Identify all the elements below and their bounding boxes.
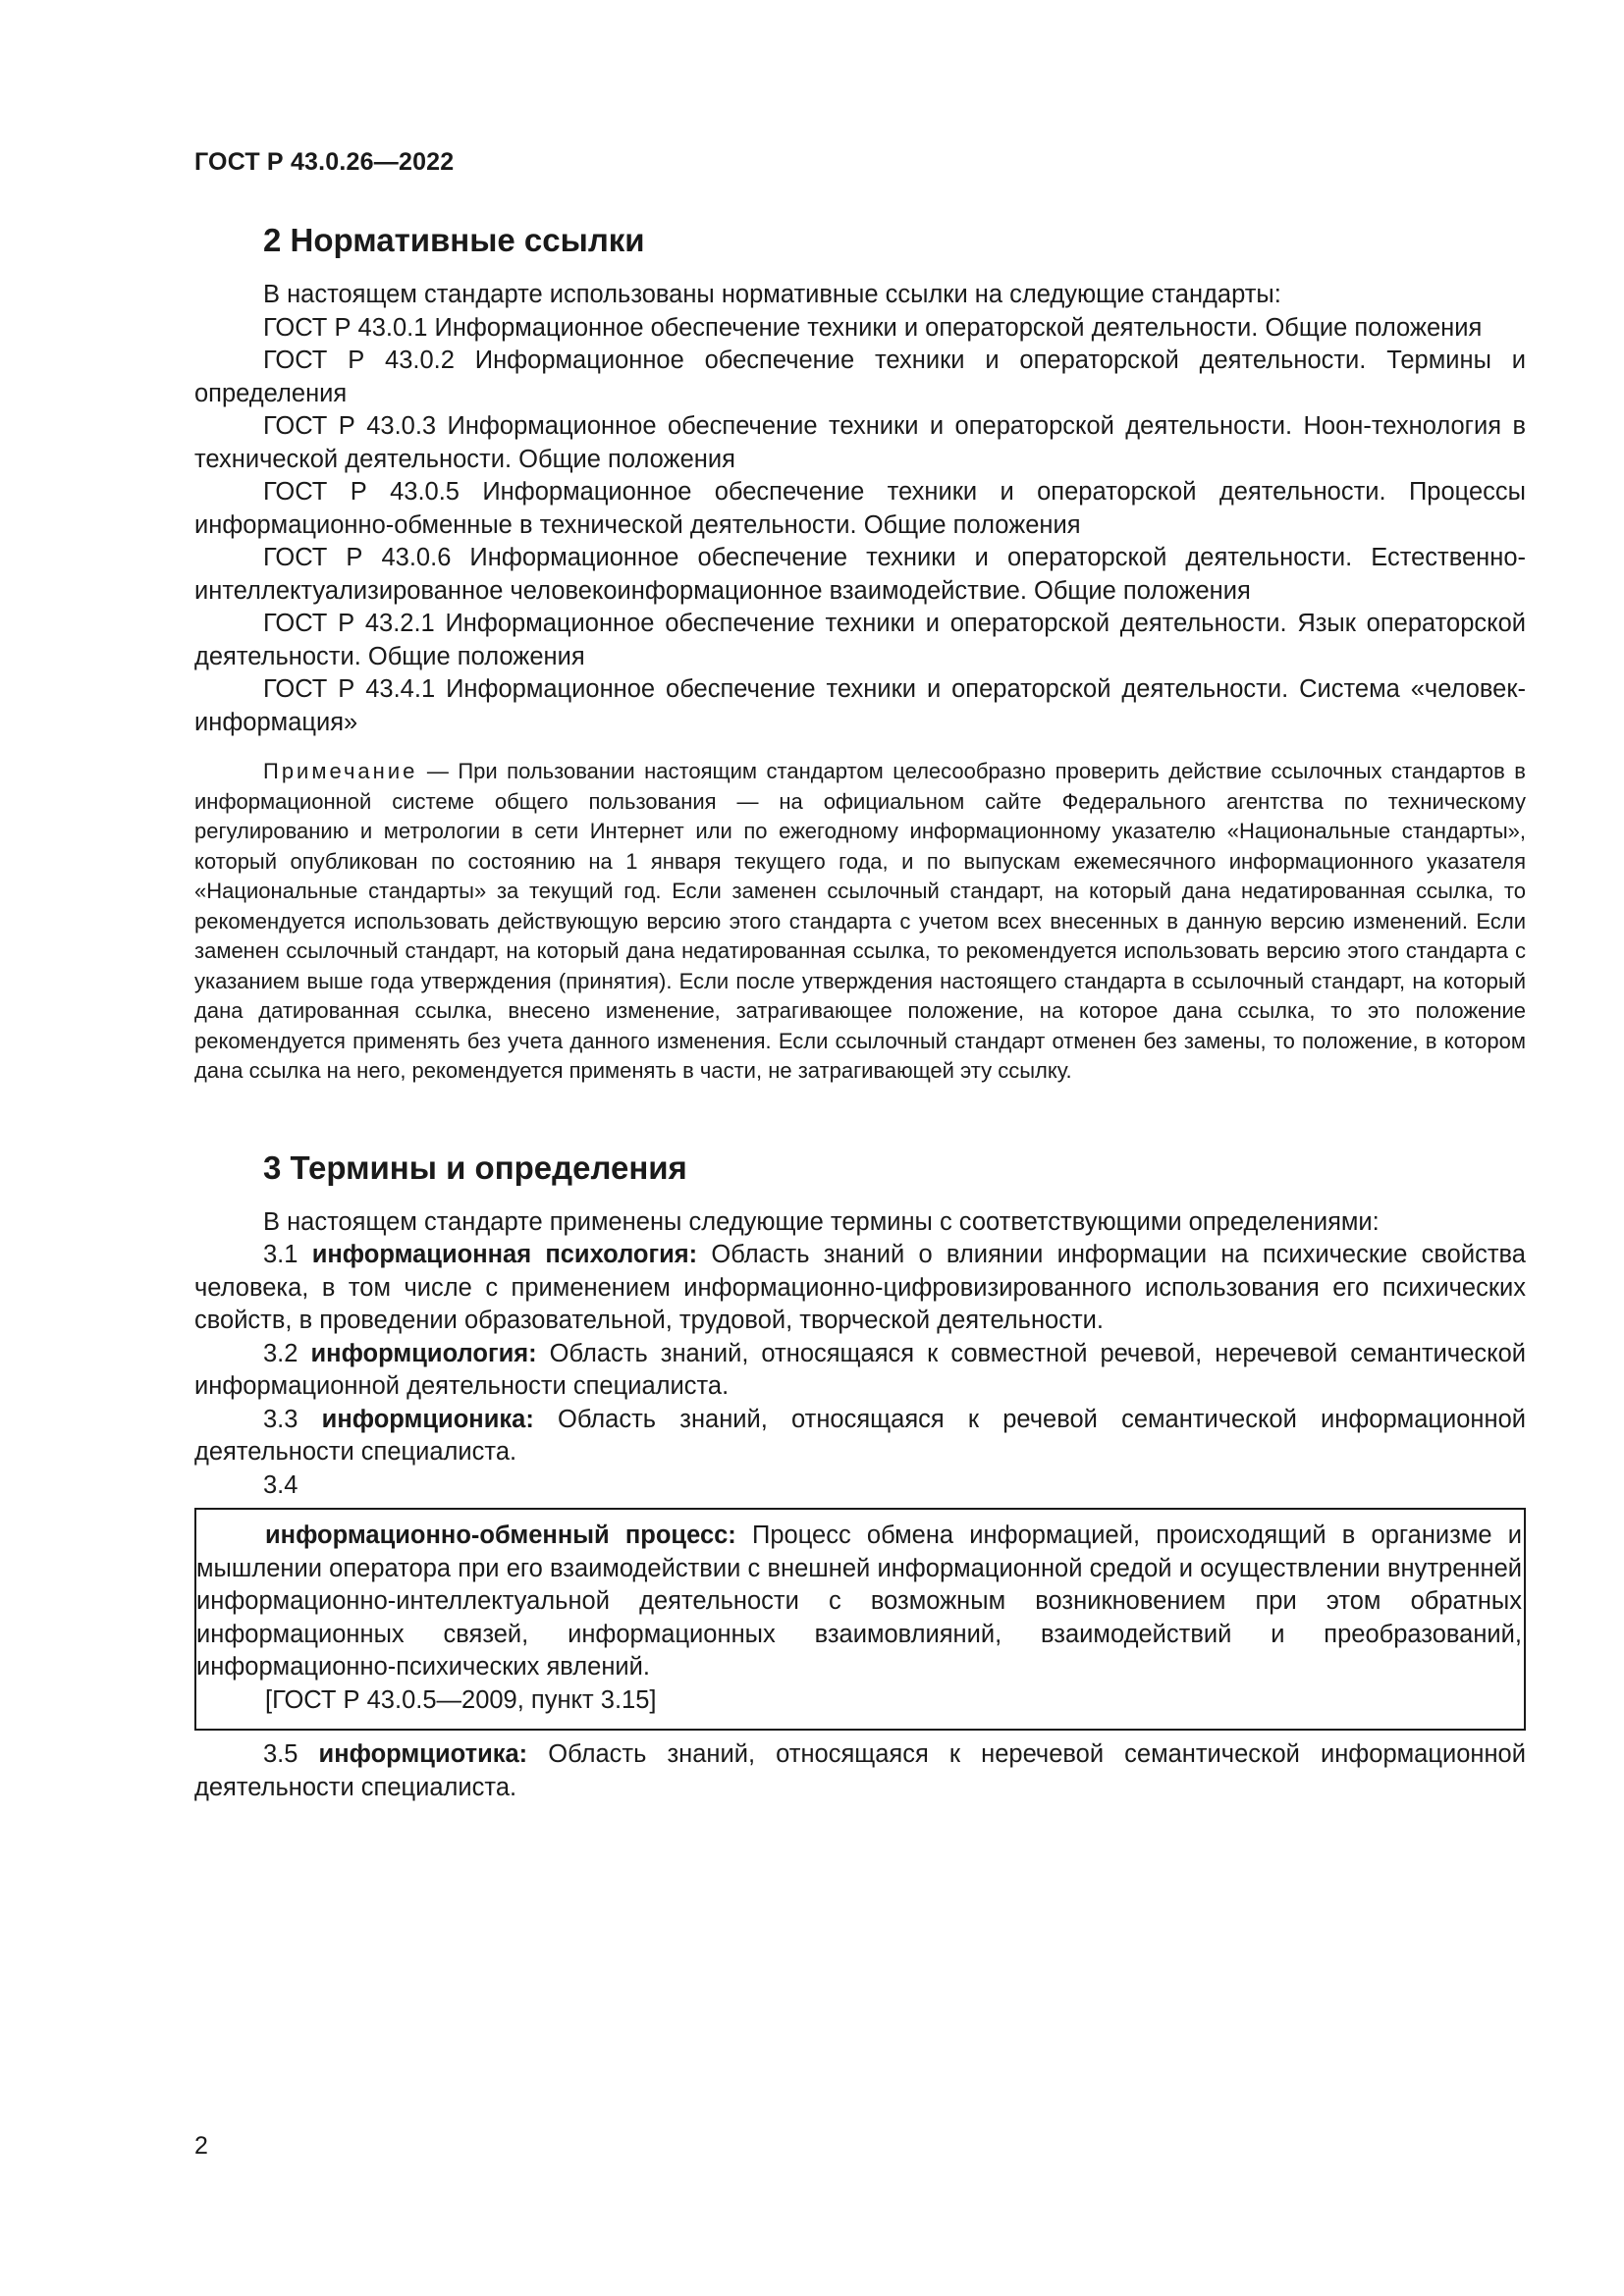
reference-item: ГОСТ Р 43.0.2 Информационное обеспечение техники и операторской деятельности. Термины и определения bbox=[194, 347, 1526, 407]
term-number: 3.5 bbox=[263, 1740, 298, 1768]
term-number: 3.2 bbox=[263, 1339, 298, 1367]
boxed-term-source-reference: [ГОСТ Р 43.0.5—2009, пункт 3.15] bbox=[265, 1685, 657, 1714]
term-entry bbox=[194, 1239, 1526, 1338]
term-definition: Процесс обмена информацией, происходящий в организме и мышлении оператора при его взаимодействии с внешней информационной средой и осуществлении внутренней информационно-интеллектуальной деятельности с возможным возникновением при этом обратных информационных связей, информационных взаимовлияний, взаимодействий и преобразований, информационно-психических явлений. bbox=[196, 1522, 1523, 1681]
section-2-title: 2 Нормативные ссылки bbox=[263, 222, 645, 258]
section-3-intro: В настоящем стандарте применены следующие термины с соответствующими определениями: bbox=[263, 1207, 1380, 1236]
term-name: информационная психология: bbox=[311, 1241, 698, 1268]
section-3-title: 3 Термины и определения bbox=[263, 1148, 687, 1186]
boxed-term-number: 3.4 bbox=[263, 1470, 298, 1499]
note-text: — При пользовании настоящим стандартом целесообразно проверить действие ссылочных стандартов в информационной системе общего пользования — на официальном сайте Федерального агентства по техническому регулированию и метрологии в сети Интернет или по ежегодному информационному указателю «Национальные стандарты», который опубликован по состоянию на 1 января текущего года, и по выпускам ежемесячного информационного указателя «Национальные стандарты» за текущий год. Если заменен ссылочный стандарт, на который дана недатированная ссылка, то рекомендуется использовать действующую версию этого стандарта с учетом всех внесенных в данную версию изменений. Если заменен ссылочный стандарт, на который дана недатированная ссылка, то рекомендуется использовать версию этого стандарта с указанием выше года утверждения (принятия). Если после утверждения настоящего стандарта в ссылочный стандарт, на который дана датированная ссылка, внесено изменение, затрагивающее положение, на которое дана ссылка, то это положение рекомендуется применять без учета данного изменения. Если ссылочный стандарт отменен без замены, то положение, в котором дана ссылка на него, рекомендуется применять в части, не затрагивающей эту ссылку. bbox=[194, 759, 1526, 1083]
document-body bbox=[194, 218, 1526, 1804]
page-number: 2 bbox=[194, 2132, 208, 2160]
section-terms-definitions bbox=[194, 1146, 1526, 1805]
boxed-term-entry bbox=[196, 1520, 1524, 1684]
document-header-code: ГОСТ Р 43.0.26—2022 bbox=[194, 148, 455, 176]
boxed-term-frame bbox=[194, 1508, 1526, 1731]
term-name: информциология: bbox=[310, 1339, 537, 1367]
term-entry bbox=[194, 1338, 1526, 1404]
references-note bbox=[194, 757, 1526, 1087]
section-2-intro: В настоящем стандарте использованы нормативные ссылки на следующие стандарты: bbox=[263, 281, 1281, 308]
term-name: информационно-обменный процесс: bbox=[265, 1522, 736, 1549]
term-name: информционика: bbox=[321, 1405, 534, 1433]
note-label: Примечание bbox=[263, 759, 418, 783]
term-definition: Область знаний о влиянии информации на психические свойства человека, в том числе с применением информационно-цифровизированного использования его психических свойств, в проведении образовательной, трудовой, творческой деятельности. bbox=[194, 1241, 1526, 1334]
term-entry bbox=[194, 1738, 1526, 1804]
term-number: 3.3 bbox=[263, 1405, 298, 1433]
reference-item: ГОСТ Р 43.4.1 Информационное обеспечение техники и операторской деятельности. Система «человек-информация» bbox=[194, 675, 1526, 736]
reference-item: ГОСТ Р 43.0.1 Информационное обеспечение техники и операторской деятельности. Общие положения bbox=[263, 313, 1483, 342]
term-name: информциотика: bbox=[318, 1740, 528, 1768]
term-definition: Область знаний, относящаяся к речевой семантической информационной деятельности специалиста. bbox=[194, 1405, 1526, 1466]
term-entry bbox=[194, 1404, 1526, 1469]
reference-item: ГОСТ Р 43.2.1 Информационное обеспечение техники и операторской деятельности. Язык операторской деятельности. Общие положения bbox=[194, 610, 1526, 670]
reference-item: ГОСТ Р 43.0.6 Информационное обеспечение техники и операторской деятельности. Естественно-интеллектуализированное человекоинформационное взаимодействие. Общие положения bbox=[194, 544, 1526, 605]
term-number: 3.1 bbox=[263, 1241, 298, 1268]
reference-item: ГОСТ Р 43.0.3 Информационное обеспечение техники и операторской деятельности. Ноон-технология в технической деятельности. Общие положения bbox=[194, 412, 1526, 473]
reference-item: ГОСТ Р 43.0.5 Информационное обеспечение техники и операторской деятельности. Процессы информационно-обменные в технической деятельности. Общие положения bbox=[194, 478, 1526, 539]
section-normative-references bbox=[194, 218, 1526, 1087]
term-definition: Область знаний, относящаяся к совместной речевой, неречевой семантической информационной деятельности специалиста. bbox=[194, 1339, 1526, 1400]
term-definition: Область знаний, относящаяся к неречевой семантической информационной деятельности специалиста. bbox=[194, 1740, 1526, 1801]
